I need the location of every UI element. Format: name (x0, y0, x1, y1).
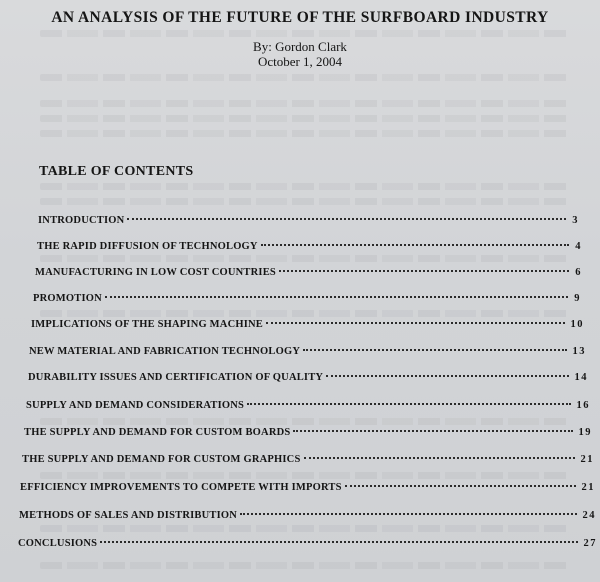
toc-leader-dots (261, 244, 570, 246)
toc-page-number: 24 (582, 510, 596, 521)
show-through-text (40, 525, 570, 532)
show-through-text (40, 255, 570, 262)
toc-entry-label: MANUFACTURING IN LOW COST COUNTRIES (35, 267, 276, 278)
toc-entry (35, 266, 582, 280)
toc-entry-label: METHODS OF SALES AND DISTRIBUTION (19, 510, 238, 521)
toc-page-number: 4 (575, 241, 582, 252)
toc-entry-label: THE SUPPLY AND DEMAND FOR CUSTOM BOARDS (24, 427, 291, 438)
toc-entry-label: EFFICIENCY IMPROVEMENTS TO COMPETE WITH IMPORTS (20, 482, 342, 493)
toc-entry (26, 399, 590, 413)
toc-entry (18, 537, 597, 551)
toc-entry (20, 481, 595, 495)
toc-leader-dots (100, 541, 577, 543)
toc-leader-dots (105, 296, 568, 298)
toc-page-number: 19 (578, 427, 592, 438)
toc-page-number: 13 (572, 346, 586, 357)
toc-entry (28, 371, 588, 385)
show-through-text (40, 115, 570, 122)
toc-leader-dots (279, 270, 569, 272)
toc-entry (22, 453, 594, 467)
toc-entry (19, 509, 596, 523)
toc-leader-dots (304, 457, 575, 459)
toc-entry-label: IMPLICATIONS OF THE SHAPING MACHINE (31, 319, 263, 330)
toc-entry (31, 318, 584, 332)
toc-page-number: 6 (575, 267, 582, 278)
toc-leader-dots (247, 403, 570, 405)
toc-entry-label: INTRODUCTION (38, 215, 125, 226)
toc-entry-label: CONCLUSIONS (18, 538, 98, 549)
show-through-text (40, 472, 570, 479)
toc-leader-dots (303, 349, 566, 351)
toc-entry (33, 292, 581, 306)
toc-entry (38, 214, 579, 228)
show-through-text (40, 418, 570, 425)
toc-page-number: 10 (570, 319, 584, 330)
show-through-text (40, 198, 570, 205)
toc-entry-label: PROMOTION (33, 293, 102, 304)
toc-page-number: 14 (574, 372, 588, 383)
toc-page-number: 16 (576, 400, 590, 411)
show-through-text (40, 100, 570, 107)
toc-leader-dots (266, 322, 565, 324)
toc-leader-dots (127, 218, 566, 220)
toc-entry-label: THE SUPPLY AND DEMAND FOR CUSTOM GRAPHICS (22, 454, 301, 465)
toc-page-number: 27 (583, 538, 597, 549)
toc-leader-dots (345, 485, 576, 487)
toc-leader-dots (326, 375, 568, 377)
toc-page-number: 21 (581, 482, 595, 493)
show-through-text (40, 562, 570, 569)
toc-entry-label: DURABILITY ISSUES AND CERTIFICATION OF QUALITY (28, 372, 324, 383)
toc-entry-label: SUPPLY AND DEMAND CONSIDERATIONS (26, 400, 245, 411)
show-through-text (40, 30, 570, 37)
toc-page-number: 21 (580, 454, 594, 465)
document-author: By: Gordon Clark (253, 39, 347, 54)
toc-leader-dots (293, 430, 572, 432)
toc-entry (29, 345, 586, 359)
toc-entry-label: NEW MATERIAL AND FABRICATION TECHNOLOGY (29, 346, 301, 357)
show-through-text (40, 74, 570, 81)
toc-entry (37, 240, 582, 254)
show-through-text (40, 130, 570, 137)
toc-entry-label: THE RAPID DIFFUSION OF TECHNOLOGY (37, 241, 258, 252)
toc-heading: TABLE OF CONTENTS (39, 164, 194, 179)
toc-page-number: 9 (574, 293, 581, 304)
document-title: AN ANALYSIS OF THE FUTURE OF THE SURFBOARD INDUSTRY (51, 9, 549, 26)
toc-entry (24, 426, 592, 440)
show-through-text (40, 310, 570, 317)
document-date: October 1, 2004 (257, 54, 343, 69)
show-through-text (40, 183, 570, 190)
toc-leader-dots (240, 513, 576, 515)
toc-page-number: 3 (572, 215, 579, 226)
